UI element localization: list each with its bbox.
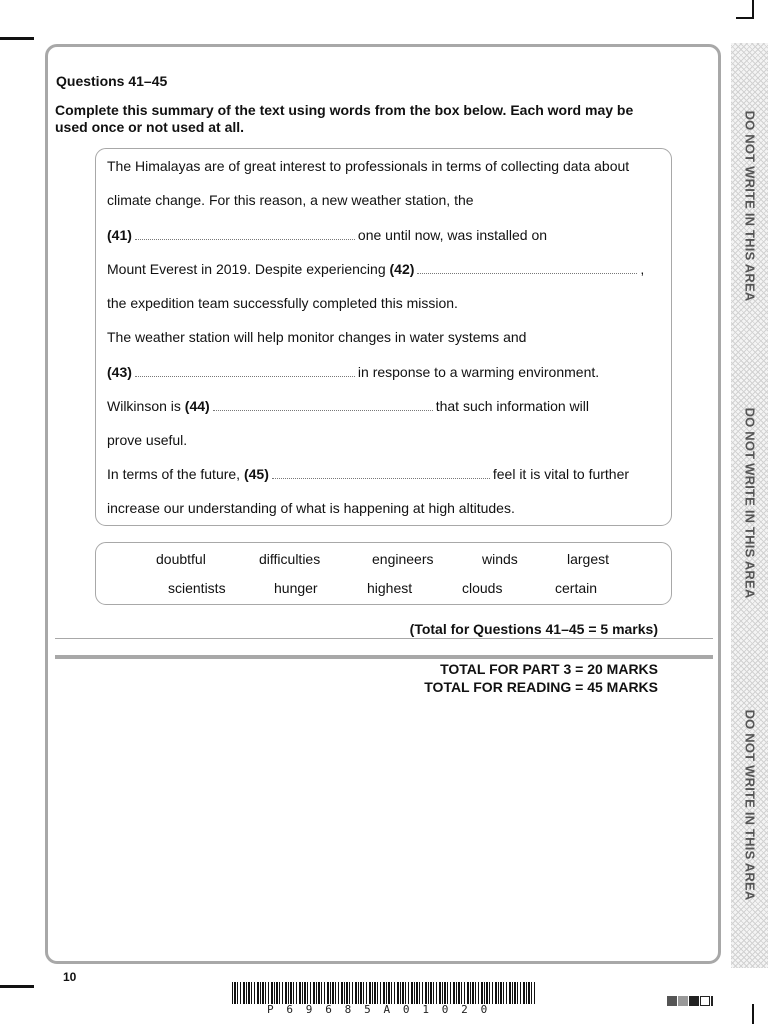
crop-mark-bottom-right — [752, 1004, 754, 1024]
word-option: hunger — [274, 580, 318, 596]
question-44-label: (44) — [184, 398, 210, 414]
divider-thick — [55, 655, 713, 659]
summary-line-5: the expedition team successfully completed this mission. — [107, 295, 458, 311]
registration-square — [667, 996, 677, 1006]
question-45-label: (45) — [243, 466, 269, 482]
crop-mark-top-left — [0, 37, 34, 40]
summary-line-7: (43) in response to a warming environment. — [107, 364, 600, 380]
summary-line-8: Wilkinson is (44) that such information will — [107, 398, 589, 414]
summary-line-1: The Himalayas are of great interest to professionals in terms of collecting data about — [107, 158, 630, 174]
word-option: largest — [567, 551, 610, 567]
question-41-label: (41) — [107, 227, 132, 243]
questions-heading: Questions 41–45 — [56, 73, 168, 89]
summary-line-2: climate change. For this reason, a new weather station, the — [107, 192, 474, 208]
summary-line-4: Mount Everest in 2019. Despite experiencing (42) , — [107, 261, 645, 277]
question-43-label: (43) — [107, 364, 132, 380]
summary-line-3: (41) one until now, was installed on — [107, 227, 548, 243]
summary-line-11: increase our understanding of what is happening at high altitudes. — [107, 500, 515, 516]
registration-square — [678, 996, 688, 1006]
registration-square — [689, 996, 699, 1006]
summary-line-6: The weather station will help monitor changes in water systems and — [107, 329, 527, 345]
divider-thin — [55, 638, 713, 639]
registration-square — [711, 996, 713, 1006]
instructions: Complete this summary of the text using words from the box below. Each word may be used once or not used at all. — [55, 102, 634, 135]
word-option: difficulties — [259, 551, 321, 567]
crop-mark-top-right-vertical — [752, 0, 754, 18]
crop-mark-bottom-left — [0, 985, 34, 988]
question-42-label: (42) — [389, 261, 415, 277]
barcode-text: P69685A01020 — [266, 1003, 501, 1016]
word-option: engineers — [372, 551, 434, 567]
answer-43-blank[interactable] — [135, 375, 355, 377]
page-number: 10 — [63, 970, 77, 984]
word-option: certain — [555, 580, 598, 596]
crop-mark-top-right-horizontal — [736, 17, 754, 19]
answer-41-blank[interactable] — [135, 238, 355, 240]
answer-45-blank[interactable] — [272, 477, 490, 479]
answer-42-blank[interactable] — [417, 272, 637, 274]
registration-square — [700, 996, 710, 1006]
word-option: scientists — [168, 580, 226, 596]
summary-line-9: prove useful. — [107, 432, 188, 448]
word-option: highest — [367, 580, 413, 596]
word-option: clouds — [462, 580, 503, 596]
total-part-marks: TOTAL FOR PART 3 = 20 MARKS — [440, 661, 658, 677]
word-option: doubtful — [156, 551, 206, 567]
word-option: winds — [482, 551, 518, 567]
summary-line-10: In terms of the future, (45) feel it is vital to further — [107, 466, 630, 482]
total-reading-marks: TOTAL FOR READING = 45 MARKS — [424, 679, 658, 695]
barcode — [232, 982, 535, 1004]
total-questions-marks: (Total for Questions 41–45 = 5 marks) — [409, 621, 658, 637]
answer-44-blank[interactable] — [213, 409, 433, 411]
